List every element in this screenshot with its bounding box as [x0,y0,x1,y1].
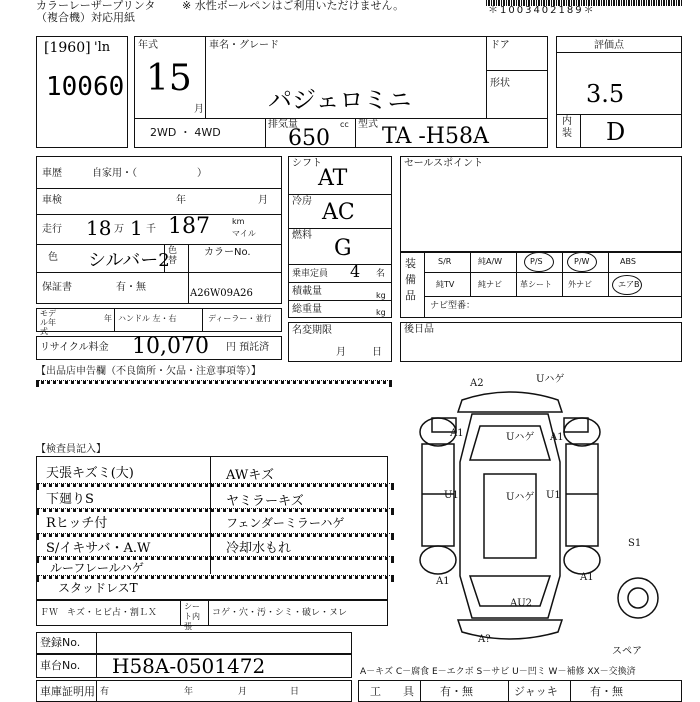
capacity-value: 4 [350,262,361,281]
wheel-rear-right [564,546,600,574]
equip-navi: 純ナビ [478,280,502,289]
interior-label: 内装 [562,116,572,139]
navi-model-label: ナビ型番： [430,301,476,311]
lane-code: 'ln [94,40,111,55]
equip-sr: S/R [438,257,452,266]
expiry-month: 月 [336,347,346,358]
history-value: 自家用・（ ） [92,168,207,179]
tools-value: 有・無 [440,685,473,698]
jack-label: ジャッキ [514,685,558,698]
sales-point-box [400,156,682,252]
year-value: 15 [146,58,192,99]
note-studless: スタッドレスT [58,581,138,595]
mark-rear: A? [478,634,491,645]
equip-ps: P/S [530,257,543,266]
mark-a2: A2 [470,378,484,389]
warranty-value: 有・無 [116,282,146,293]
expiry-day: 日 [372,347,382,358]
cert-day: 日 [290,687,300,697]
mark-roof-hage: Uハゲ [536,374,565,385]
interior-value: D [606,118,626,146]
wheel-rear-left [420,546,456,574]
seat-value: コゲ・穴・汚・シミ・破レ・ヌレ [212,608,348,618]
km-unit: km [232,217,245,226]
score-label: 評価点 [594,40,624,51]
drive-label: 2WD ・ 4WD [150,126,221,139]
recycle-label: リサイクル料金 [40,342,109,353]
mark-hood-hage: Uハゲ [506,432,535,443]
equip-leather: 革シート [520,280,552,289]
note-underbody: 下廻りS [46,492,94,507]
recycle-value: 10,070 [132,334,209,359]
warranty-label: 保証書 [42,282,72,293]
color-value: シルバー2 [88,250,170,271]
mark-s1: S1 [628,538,642,549]
capacity-label: 乗車定員 [292,269,329,279]
mileage-rest: 1 [130,216,143,240]
load-label: 積載量 [292,286,322,297]
cert-year: 年 [184,687,194,697]
model-value: パジェロミニ [268,86,412,114]
note-aw-scratch: AWキズ [226,468,274,483]
tools-label: 工 具 [370,685,414,698]
mileage-label: 走行 [42,224,62,235]
cert-has: 有 [100,687,110,697]
sales-point-label: セールスポイント [404,158,484,169]
chassis-value: H58A-0501472 [112,654,266,678]
pw-circle [567,252,597,272]
score-value: 3.5 [586,80,625,108]
mark-a1-right: A1 [550,432,564,443]
rear-outline [458,620,562,639]
year-code: [1960] [44,40,91,56]
mark-a1-left: A1 [450,428,464,439]
inspector-header: 【検査員記入】 [36,444,106,455]
mile-unit: マイル [232,229,256,238]
equip-pw: P/W [574,257,590,266]
printer-line2: （複合機）対応用紙 [36,11,135,24]
inspection-year: 年 [176,195,186,206]
equip-airbag: エアB [618,280,640,289]
shift-label: シフト [292,158,322,169]
mileage-last: 187 [168,214,210,239]
note-fender-mirror: フェンダーミラーハゲ [226,516,345,530]
dealer-label: ディーラー・並行 [208,314,272,323]
fw-label: ＦＷ キズ・ヒビ占・割ＬＸ [40,608,157,618]
weight-label: 総重量 [292,304,322,315]
registration-row [36,632,352,654]
rear-seat-label: 後日品 [404,324,434,335]
model-label: 車名・グレード [209,40,279,51]
note-coolant: 冷却水もれ [226,541,292,556]
cert-month: 月 [238,687,248,697]
damage-legend: A－キズ C－腐食 E－エクボ S－サビ U－凹ミ W－補修 XX－交換済 [360,667,636,677]
shift-value: AT [318,166,348,191]
roof-panel [484,474,536,558]
inspection-month: 月 [258,195,268,206]
spare-label: スペア [612,646,642,657]
shape-label: 形状 [490,78,510,89]
equip-abs: ABS [620,257,636,266]
rear-seat-box [400,322,682,362]
notice-text: ※ 水性ボールペンはご利用いただけません。 [182,0,405,12]
displacement-value: 650 [288,126,330,151]
mark-u1-right: U1 [546,490,561,501]
model-year-label: モデル年式 [40,309,56,336]
type-label: 型式 [358,119,378,130]
color-code: A26W09A26 [190,288,253,299]
history-label: 車歴 [42,168,62,179]
note-ceiling: 天張キズミ(大) [46,466,134,481]
printer-line1: カラーレーザープリンタ [36,0,156,12]
note-tire-aw: S/イキサバ・A.W [46,541,151,556]
load-unit: kg [376,291,386,300]
expiry-label: 名変期限 [292,325,332,336]
mark-u1-left: U1 [444,490,459,501]
color-no-label: カラーNo. [204,247,251,258]
mileage-man-unit: 万 [114,224,124,235]
month-label: 月 [194,104,204,115]
inspection-label: 車検 [42,195,62,206]
fuel-label: 燃料 [292,230,312,241]
spare-wheel [618,578,658,618]
right-side [566,444,598,546]
mark-a1-rear-right: A1 [580,572,594,583]
equipment-label: 装備品 [405,257,416,302]
type-value: TA -H58A [382,124,489,149]
model-year-unit: 年 [104,314,112,323]
mark-roof-center: Uハゲ [506,492,535,503]
year-label: 年式 [138,40,158,51]
capacity-unit: 名 [376,269,386,279]
mark-au2: AU2 [510,598,533,609]
mileage-man: 18 [86,216,112,240]
mark-a1-rear-left: A1 [436,576,450,587]
mileage-sen-unit: 千 [146,224,156,235]
steering-label: ハンドル 左・右 [118,314,177,323]
note-mirror-scratch: ヤミラーキズ [226,494,304,509]
note-hitch: Rヒッチ付 [46,516,108,531]
cert-label: 車庫証明用 [40,685,95,698]
jack-value: 有・無 [590,685,623,698]
ps-circle [524,252,554,272]
serial-number: ＊1003402189＊ [488,5,596,16]
recycle-unit: 円 預託済 [226,342,270,353]
airbag-circle [612,275,642,295]
cc-unit: cc [340,120,349,129]
chassis-label: 車台No. [40,659,81,672]
ac-label: 冷房 [292,196,312,207]
door-label: ドア [490,40,510,51]
color-label: 色 [48,252,58,263]
equip-ext-navi: 外ナビ [568,280,592,289]
note-roof-rail: ルーフレールハゲ [50,561,144,575]
ac-value: AC [322,200,355,225]
displacement-label: 排気量 [268,119,298,130]
recolor-label: 色替 [168,246,178,266]
equip-aw: 純A/W [478,257,503,266]
right-mirror [564,418,588,432]
lot-number: 10060 [46,72,125,102]
weight-unit: kg [376,308,386,317]
fuel-value: G [334,236,352,261]
seat-label: シート内張 [184,602,200,631]
registration-label: 登録No. [40,636,81,649]
roof-front-outline [458,392,562,412]
notes-header: 【出品店申告欄（不良箇所・欠品・注意事項等）】 [36,366,261,377]
car-diagram [400,370,682,655]
equip-tv: 純TV [436,280,455,289]
